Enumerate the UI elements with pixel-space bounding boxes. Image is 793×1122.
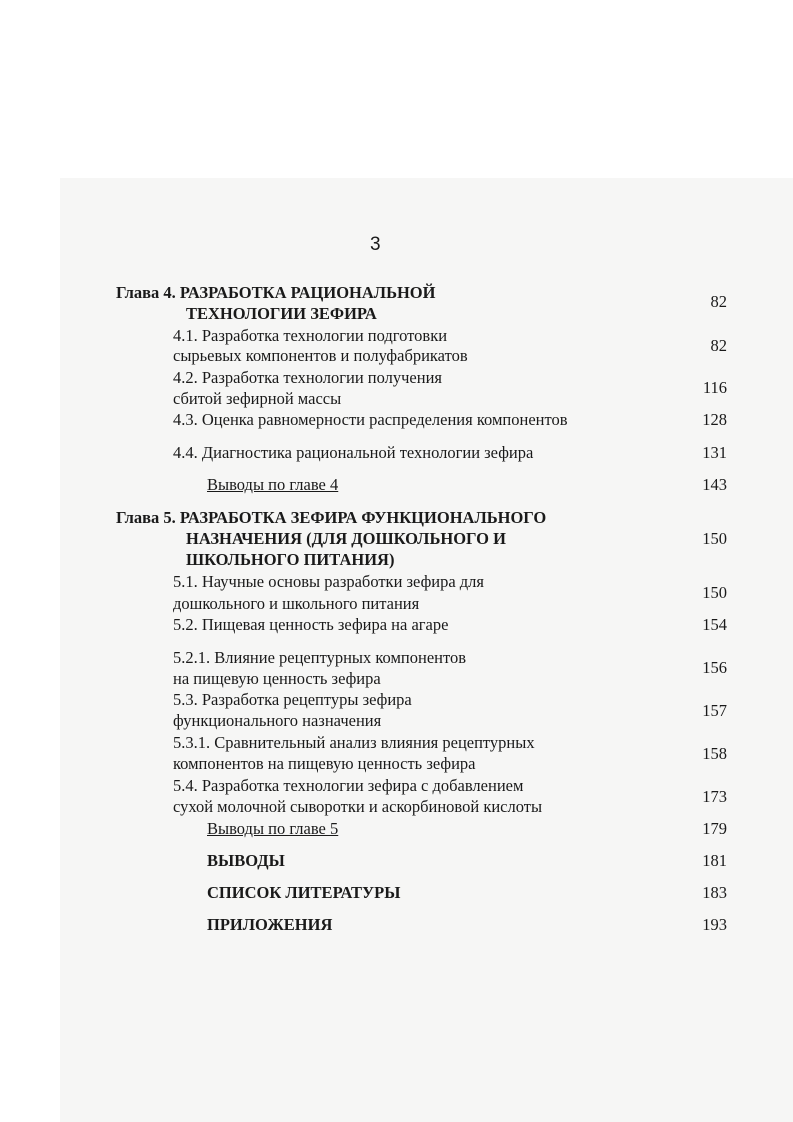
- toc-entry-title: 5.2. Пищевая ценность зефира на агаре: [173, 615, 449, 634]
- toc-entry-page: 157: [702, 701, 727, 720]
- toc-entry-title: ПРИЛОЖЕНИЯ: [207, 915, 333, 934]
- toc-entry-page: 150: [702, 529, 727, 548]
- toc-entry-title: Выводы по главе 4: [207, 475, 339, 494]
- toc-entry-title: Глава 4. РАЗРАБОТКА РАЦИОНАЛЬНОЙ: [116, 283, 436, 302]
- toc-entry-title-continued: НАЗНАЧЕНИЯ (ДЛЯ ДОШКОЛЬНОГО И: [186, 529, 506, 548]
- toc-entry-title-continued: сбитой зефирной массы: [173, 389, 342, 408]
- page-number: 3: [370, 234, 381, 255]
- toc-entry-title: 4.3. Оценка равномерности распределения компонентов: [173, 410, 568, 429]
- toc-entry-title: 5.1. Научные основы разработки зефира для: [173, 572, 485, 591]
- toc-entry-title: 4.4. Диагностика рациональной технологии зефира: [173, 443, 534, 462]
- toc-entry-title-continued: сухой молочной сыворотки и аскорбиновой кислоты: [173, 797, 543, 816]
- toc-entry-title-continued: ШКОЛЬНОГО ПИТАНИЯ): [186, 550, 395, 569]
- toc-entry-title: Выводы по главе 5: [207, 819, 339, 838]
- toc-entry-title: 5.3. Разработка рецептуры зефира: [173, 690, 412, 709]
- toc-entry-title: СПИСОК ЛИТЕРАТУРЫ: [207, 883, 401, 902]
- toc-entry-page: 116: [702, 378, 727, 397]
- toc-entry-title-continued: на пищевую ценность зефира: [173, 669, 381, 688]
- toc-entry-title: 5.3.1. Сравнительный анализ влияния рецептурных: [173, 733, 535, 752]
- toc-entry-title-continued: дошкольного и школьного питания: [173, 594, 420, 613]
- toc-entry-title-continued: функционального назначения: [173, 711, 382, 730]
- toc-entry-page: 179: [702, 819, 727, 838]
- toc-entry-page: 181: [702, 851, 727, 870]
- toc-entry-title-continued: сырьевых компонентов и полуфабрикатов: [173, 346, 468, 365]
- toc-entry-page: 183: [702, 883, 727, 902]
- toc-entry-page: 82: [710, 336, 727, 355]
- toc-entry-title: 4.1. Разработка технологии подготовки: [173, 326, 448, 345]
- toc-entry-title: 5.4. Разработка технологии зефира с добавлением: [173, 776, 524, 795]
- toc-entry-page: 143: [702, 475, 727, 494]
- toc-entry-page: 156: [702, 658, 727, 677]
- toc-entry-title: Глава 5. РАЗРАБОТКА ЗЕФИРА ФУНКЦИОНАЛЬНОГО: [116, 508, 547, 527]
- toc-entry-title-continued: ТЕХНОЛОГИИ ЗЕФИРА: [186, 304, 377, 323]
- toc-entry-title-continued: компонентов на пищевую ценность зефира: [173, 754, 476, 773]
- toc-entry-title: 5.2.1. Влияние рецептурных компонентов: [173, 648, 467, 667]
- toc-entry-title: ВЫВОДЫ: [207, 851, 285, 870]
- toc-entry-page: 158: [702, 744, 727, 763]
- toc-entry-title: 4.2. Разработка технологии получения: [173, 368, 443, 387]
- toc-entry-page: 128: [702, 410, 727, 429]
- toc-entry-page: 131: [702, 443, 727, 462]
- toc-entry-page: 193: [702, 915, 727, 934]
- toc-entry-page: 150: [702, 583, 727, 602]
- toc-entry-page: 154: [702, 615, 727, 634]
- toc-entry-page: 173: [702, 787, 727, 806]
- toc-entry-page: 82: [710, 292, 727, 311]
